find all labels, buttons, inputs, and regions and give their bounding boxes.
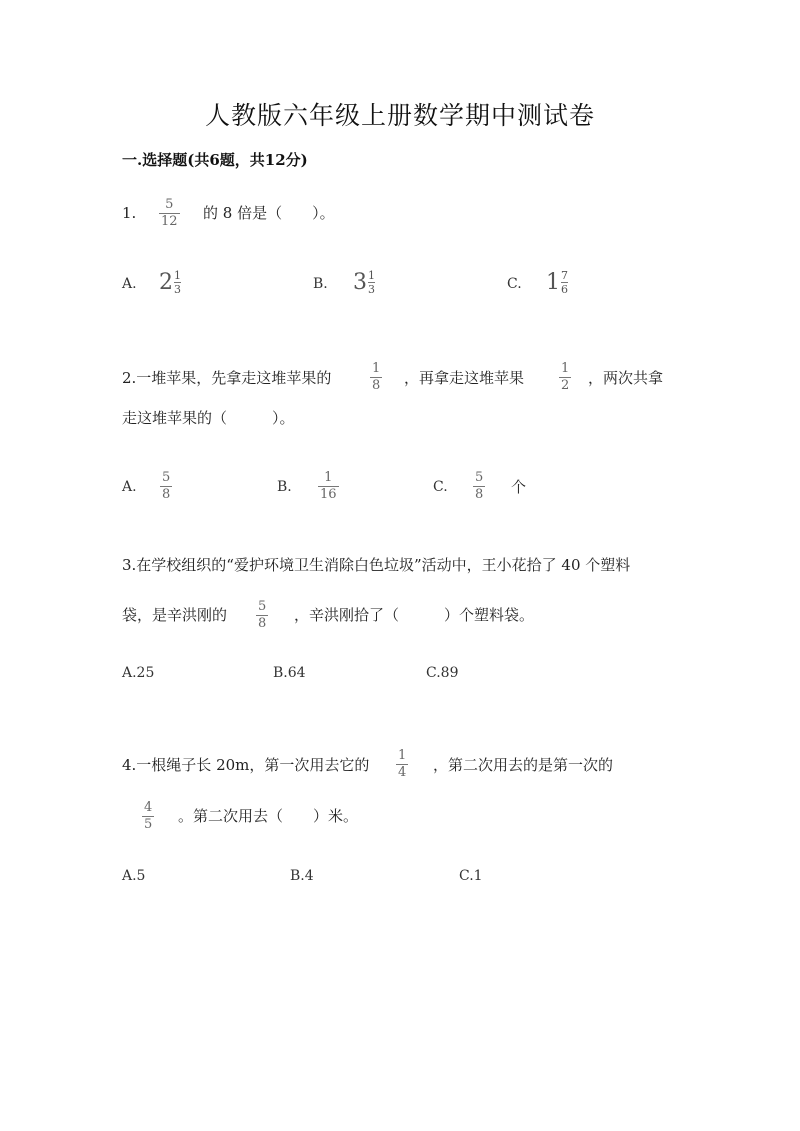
q2-option-b-label: B. <box>277 479 292 495</box>
mixed-whole: 3 <box>353 269 367 295</box>
q2-text-line2: 走这堆苹果的（ ）。 <box>122 409 295 427</box>
q1-number: 1. <box>122 204 137 222</box>
q2-fraction-1 <box>370 362 382 393</box>
q2-text-part1: 2.一堆苹果，先拿走这堆苹果的 <box>122 369 332 387</box>
q2-fraction-2 <box>559 362 571 393</box>
mixed-fraction <box>561 270 568 295</box>
q2-option-c-suffix: 个 <box>511 478 527 496</box>
q1-option-a-label: A. <box>122 276 137 292</box>
q1-text: 的 8 倍是（ ）。 <box>203 204 335 222</box>
q1-option-c-label: C. <box>507 276 522 292</box>
page-title: 人教版六年级上册数学期中测试卷 <box>204 101 595 130</box>
q3-option-a: A.25 <box>122 665 155 681</box>
q1-option-b-label: B. <box>313 276 328 292</box>
q4-text-part2: ，第二次用去的是第一次的 <box>433 756 614 774</box>
q4-fraction-2-denominator: 5 <box>144 817 153 832</box>
mixed-whole: 1 <box>546 269 560 295</box>
q3-option-b: B.64 <box>273 665 306 681</box>
option-numerator: 5 <box>162 470 171 485</box>
q1-fraction-numerator: 5 <box>165 197 174 212</box>
option-denominator: 16 <box>320 487 337 502</box>
q2-option-a-label: A. <box>122 479 137 495</box>
q2-text-part3: ，两次共拿 <box>588 369 664 387</box>
mixed-denominator: 3 <box>368 283 375 296</box>
q2-fraction-2-numerator: 1 <box>561 361 570 376</box>
mixed-whole: 2 <box>159 269 173 295</box>
mixed-numerator: 1 <box>174 269 181 282</box>
q2-option-c-value <box>473 471 485 502</box>
q4-option-c: C.1 <box>459 868 483 884</box>
q1-option-b-value <box>353 270 375 295</box>
option-numerator: 5 <box>475 470 484 485</box>
mixed-numerator: 7 <box>561 269 568 282</box>
q2-option-c-label: C. <box>433 479 448 495</box>
section-heading: 一.选择题(共6题，共12分) <box>122 151 308 169</box>
q3-text-part2: ，辛洪刚拾了（ ）个塑料袋。 <box>294 606 535 624</box>
q4-option-b: B.4 <box>290 868 314 884</box>
q4-text-part1: 4.一根绳子长 20m，第一次用去它的 <box>122 756 370 774</box>
q4-fraction-1-denominator: 4 <box>398 765 407 780</box>
option-numerator: 1 <box>324 470 333 485</box>
q2-fraction-1-denominator: 8 <box>372 378 381 393</box>
q3-option-c: C.89 <box>426 665 459 681</box>
q1-fraction-denominator: 12 <box>161 214 178 229</box>
q3-fraction-denominator: 8 <box>258 616 267 631</box>
q3-fraction-numerator: 5 <box>258 599 267 614</box>
q4-fraction-2 <box>142 801 154 832</box>
q2-option-b-value <box>318 471 339 502</box>
mixed-fraction <box>174 270 181 295</box>
q2-text-part2: ，再拿走这堆苹果 <box>404 369 525 387</box>
q2-fraction-1-numerator: 1 <box>372 361 381 376</box>
mixed-numerator: 1 <box>368 269 375 282</box>
q3-text-part1: 袋，是辛洪刚的 <box>122 606 228 624</box>
q4-fraction-1 <box>396 749 408 780</box>
q4-text-part3: 。第二次用去（ ）米。 <box>178 807 359 825</box>
q1-fraction <box>159 198 180 229</box>
q2-option-a-value <box>160 471 172 502</box>
q3-fraction <box>256 600 268 631</box>
q4-fraction-1-numerator: 1 <box>398 748 407 763</box>
q4-option-a: A.5 <box>122 868 146 884</box>
q3-text-line1: 3.在学校组织的“爱护环境卫生消除白色垃圾”活动中，王小花拾了 40 个塑料 <box>122 556 631 574</box>
q1-option-a-value <box>159 270 181 295</box>
mixed-denominator: 3 <box>174 283 181 296</box>
q1-option-c-value <box>546 270 568 295</box>
q2-fraction-2-denominator: 2 <box>561 378 570 393</box>
mixed-fraction <box>368 270 375 295</box>
option-denominator: 8 <box>475 487 484 502</box>
mixed-denominator: 6 <box>561 283 568 296</box>
option-denominator: 8 <box>162 487 171 502</box>
q4-fraction-2-numerator: 4 <box>144 800 153 815</box>
